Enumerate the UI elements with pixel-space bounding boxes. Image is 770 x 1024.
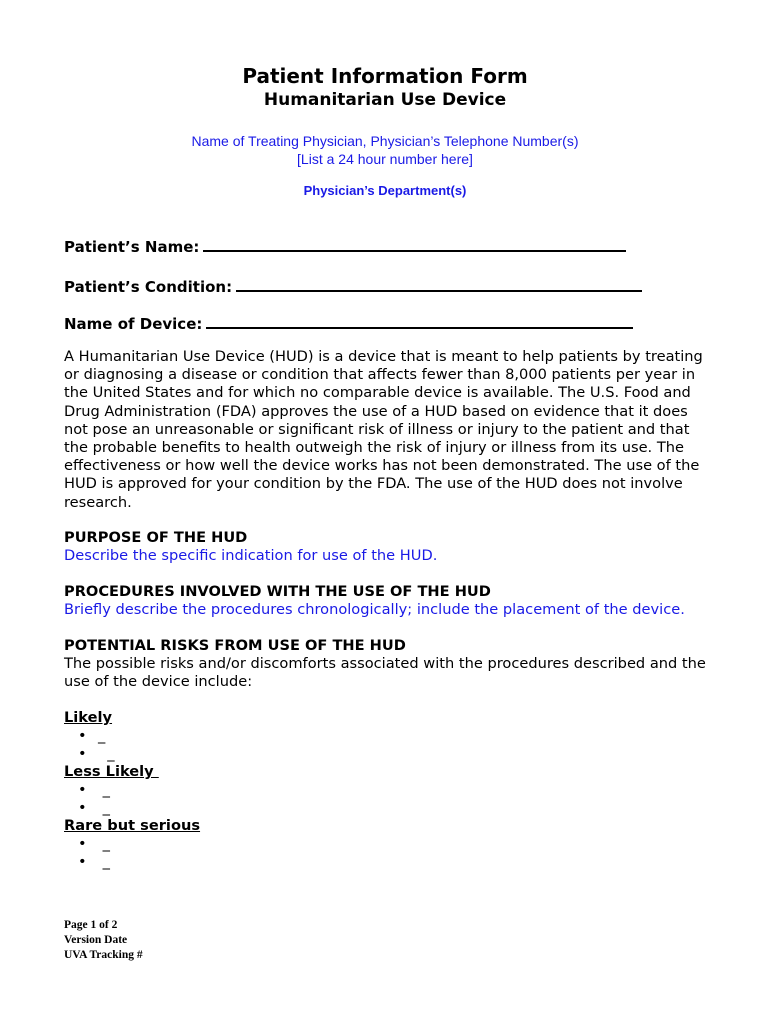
page-number: Page 1 of 2 <box>64 919 118 931</box>
rare-item-2: _ <box>98 853 110 870</box>
device-name-field <box>64 313 633 333</box>
list-item <box>78 727 105 744</box>
hour-number-placeholder: [List a 24 hour number here] <box>297 151 473 167</box>
tracking-number: UVA Tracking # <box>64 949 143 961</box>
patient-name-blank[interactable] <box>203 236 626 252</box>
department-placeholder: Physician’s Department(s) <box>303 183 467 198</box>
intro-paragraph: A Humanitarian Use Device (HUD) is a device that is meant to help patients by treating or diagnosing a disease or condition that affects fewer than 8,000 patients per year in the United States and for which no comparable device is available. The U.S. Food and Drug Administration (FDA) approves the use of a HUD based on evidence that it does not pose an unreasonable or significant risk of illness or injury to the patient and that the probable benefits to health outweigh the risk of injury or illness from its use. The effectiveness or how well the device works has not been demonstrated. The use of the HUD is approved for your condition by the FDA. The use of the HUD does not involve research. <box>64 348 703 511</box>
list-item <box>78 781 110 798</box>
purpose-text: Describe the specific indication for use of the HUD. <box>64 547 438 564</box>
patient-name-label: Patient’s Name: <box>64 238 200 256</box>
likely-item-1: _ <box>98 727 106 744</box>
bullet-icon: • <box>78 835 87 852</box>
patient-name-field <box>64 236 626 256</box>
form-subtitle: Humanitarian Use Device <box>263 90 507 110</box>
bullet-icon: • <box>78 727 87 744</box>
risks-heading: POTENTIAL RISKS FROM USE OF THE HUD <box>64 637 406 654</box>
patient-condition-field <box>64 276 642 296</box>
less-likely-heading: Less Likely <box>64 763 159 780</box>
physician-info-placeholder: Name of Treating Physician, Physician’s Telephone Number(s) <box>191 133 579 149</box>
rare-item-1: _ <box>98 835 110 852</box>
list-item <box>78 745 115 762</box>
device-name-label: Name of Device: <box>64 315 203 333</box>
likely-heading: Likely <box>64 709 113 726</box>
patient-condition-blank[interactable] <box>236 276 642 292</box>
list-item <box>78 853 110 870</box>
procedures-text: Briefly describe the procedures chronologically; include the placement of the device. <box>64 601 685 618</box>
list-item <box>78 799 110 816</box>
device-name-blank[interactable] <box>206 313 633 329</box>
bullet-icon: • <box>78 853 87 870</box>
purpose-heading: PURPOSE OF THE HUD <box>64 529 248 546</box>
likely-item-2: _ <box>98 745 115 762</box>
bullet-icon: • <box>78 745 87 762</box>
patient-condition-label: Patient’s Condition: <box>64 278 233 296</box>
bullet-icon: • <box>78 781 87 798</box>
version-date: Version Date <box>64 934 128 946</box>
bullet-icon: • <box>78 799 87 816</box>
less-likely-item-2: _ <box>98 799 110 816</box>
procedures-heading: PROCEDURES INVOLVED WITH THE USE OF THE HUD <box>64 583 491 600</box>
rare-serious-heading: Rare but serious <box>64 817 201 834</box>
form-title: Patient Information Form <box>242 64 528 88</box>
risks-text: The possible risks and/or discomforts associated with the procedures described and the use of the device include: <box>64 655 706 691</box>
less-likely-item-1: _ <box>98 781 110 798</box>
list-item <box>78 835 110 852</box>
